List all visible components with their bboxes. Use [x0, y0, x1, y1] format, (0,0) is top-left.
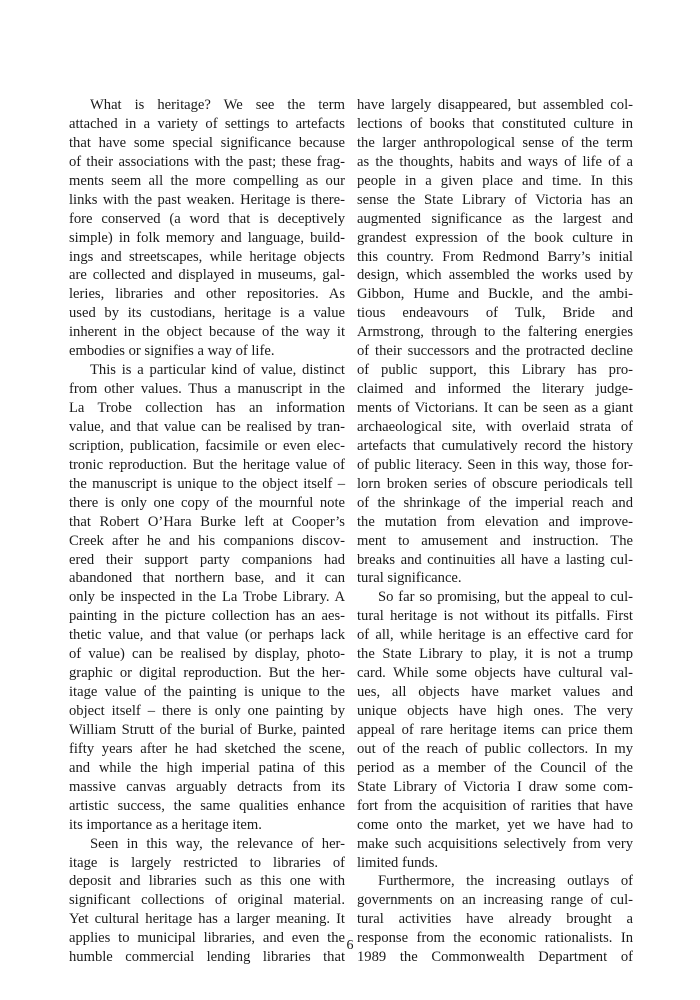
text-line: the manuscript is unique to the object itself –: [69, 475, 345, 492]
text-line: out of the reach of public collectors. In my: [357, 740, 633, 757]
text-line: humble commercial lending libraries that: [69, 949, 345, 966]
text-line: of all, while heritage is an effective card for: [357, 627, 633, 644]
text-line: Seen in this way, the relevance of her-: [90, 835, 345, 852]
text-line: the larger anthropological sense of the term: [357, 134, 633, 151]
text-line: only be inspected in the La Trobe Library. A: [69, 589, 345, 606]
text-line: This is a particular kind of value, distinct: [90, 362, 345, 379]
text-line: that have some special significance because: [69, 134, 345, 151]
text-line: its importance as a heritage item.: [69, 816, 262, 833]
text-line: artefacts that cumulatively record the history: [357, 437, 633, 454]
text-line: massive canvas arguably detracts from its: [69, 778, 345, 795]
page-number: 6: [346, 938, 354, 953]
text-line: painting in the picture collection has an aes-: [69, 608, 345, 625]
text-line: the State Library to play, it is not a trump: [357, 646, 633, 663]
text-line: Creek after he and his companions discov-: [69, 532, 345, 549]
text-line: grandest expression of the book culture in: [357, 229, 633, 246]
text-line: augmented significance as the largest and: [357, 210, 633, 227]
text-line: ments of Victorians. It can be seen as a giant: [357, 400, 633, 416]
text-line: make such acquisitions selectively from very: [357, 835, 633, 852]
text-line: La Trobe collection has an information: [69, 400, 345, 416]
text-line: used by its custodians, heritage is a value: [69, 305, 345, 322]
text-line: this country. From Redmond Barry’s initial: [357, 248, 633, 265]
text-line: thetic value, and that value (or perhaps lack: [69, 627, 345, 644]
text-line: there is only one copy of the mournful note: [69, 494, 345, 511]
text-line: fort from the acquisition of rarities that have: [357, 797, 633, 814]
text-line: appeal of rare heritage items can price them: [357, 721, 633, 738]
text-line: deposit and libraries such as this one with: [69, 873, 345, 890]
text-line: of the shrinkage of the imperial reach and: [357, 494, 633, 511]
text-line: attached in a variety of settings to artefacts: [69, 115, 345, 132]
text-line: the mutation from elevation and improve-: [357, 513, 633, 530]
text-line: William Strutt of the burial of Burke, painted: [69, 721, 345, 738]
text-line: Furthermore, the increasing outlays of: [378, 873, 633, 890]
text-line: of their successors and the protracted decline: [357, 343, 633, 360]
text-line: fifty years after he had sketched the scene,: [69, 740, 345, 757]
text-line: response from the economic rationalists. In: [357, 930, 633, 947]
text-line: applies to municipal libraries, and even the: [69, 930, 345, 947]
text-line: embodies or signifies a way of life.: [69, 343, 275, 360]
text-line: as the thoughts, habits and ways of life of a: [357, 153, 633, 170]
text-line: of public literacy. Seen in this way, those for-: [357, 456, 633, 473]
text-line: fore conserved (a word that is deceptively: [69, 210, 345, 227]
text-line: come onto the market, yet we have had to: [357, 816, 633, 833]
text-line: Yet cultural heritage has a larger meaning. It: [69, 911, 345, 928]
left-column: [69, 96, 345, 967]
text-line: of their associations with the past; these frag-: [69, 153, 345, 170]
text-line: that Robert O’Hara Burke left at Cooper’s: [69, 513, 345, 530]
text-line: of public support, this Library has pro-: [357, 362, 633, 379]
text-line: 1989 the Commonwealth Department of: [357, 949, 633, 966]
text-line: unique objects have high ones. The very: [357, 703, 633, 719]
text-line: scription, publication, facsimile or even elec-: [69, 437, 345, 454]
text-line: simple) in folk memory and language, build-: [69, 229, 345, 246]
text-line: breaks and continuities all have a lasting cul-: [357, 551, 633, 568]
text-line: limited funds.: [357, 854, 439, 871]
text-line: tural heritage is not without its pitfalls. First: [357, 608, 633, 625]
text-line: and while the high imperial patina of this: [69, 759, 345, 776]
text-line: design, which assembled the works used by: [357, 267, 633, 284]
text-line: ment to amusement and instruction. The: [357, 532, 633, 549]
text-line: State Library of Victoria I draw some com-: [357, 778, 633, 795]
text-line: are collected and displayed in museums, gal-: [69, 267, 345, 284]
text-line: ings and streetscapes, while heritage objects: [69, 248, 345, 265]
text-line: lections of books that constituted culture in: [357, 115, 633, 132]
text-line: of value) can be realised by display, photo-: [69, 646, 345, 663]
text-line: ered their support party companions had: [69, 551, 345, 568]
text-line: links with the past weaken. Heritage is there-: [69, 191, 345, 208]
text-line: artistic success, the same qualities enhance: [69, 797, 345, 814]
text-line: What is heritage? We see the term: [90, 97, 345, 113]
text-line: tural activities have already brought a: [357, 911, 633, 928]
text-line: from other values. Thus a manuscript in the: [69, 381, 345, 398]
text-line: abandoned that northern base, and it can: [69, 570, 345, 587]
text-line: Gibbon, Hume and Buckle, and the ambi-: [357, 286, 633, 303]
text-line: tural significance.: [357, 570, 462, 587]
text-line: value, and that value can be realised by tran-: [69, 418, 345, 435]
text-line: card. While some objects have cultural val-: [357, 665, 633, 682]
right-column: [357, 96, 633, 967]
text-line: object itself – there is only one painting by: [69, 703, 345, 719]
text-line: itage is largely restricted to libraries of: [69, 854, 345, 871]
text-line: governments on an increasing range of cul-: [357, 892, 633, 909]
text-line: inherent in the object because of the way it: [69, 324, 345, 341]
text-line: ues, all objects have market values and: [357, 684, 633, 701]
text-line: have largely disappeared, but assembled col-: [357, 97, 633, 113]
text-line: leries, libraries and other repositories. As: [69, 286, 345, 303]
text-line: claimed and informed the literary judge-: [357, 381, 633, 398]
text-line: itage value of the painting is unique to the: [69, 684, 345, 701]
text-line: lorn broken series of obscure periodicals tell: [357, 475, 633, 492]
text-line: sense the State Library of Victoria has an: [357, 191, 633, 208]
text-line: tious endeavours of Tulk, Bride and: [357, 305, 633, 322]
text-line: people in a given place and time. In this: [357, 172, 633, 189]
text-line: period as a member of the Council of the: [357, 759, 633, 776]
text-line: tronic reproduction. But the heritage value of: [69, 456, 345, 473]
text-line: significant collections of original material.: [69, 892, 345, 909]
text-line: archaeological site, with overlaid strata of: [357, 418, 633, 435]
text-line: So far so promising, but the appeal to cul-: [378, 589, 633, 606]
text-line: ments seem all the more compelling as our: [69, 172, 345, 189]
text-line: Armstrong, through to the faltering energies: [357, 324, 633, 341]
text-line: graphic or digital reproduction. But the her-: [69, 665, 345, 682]
